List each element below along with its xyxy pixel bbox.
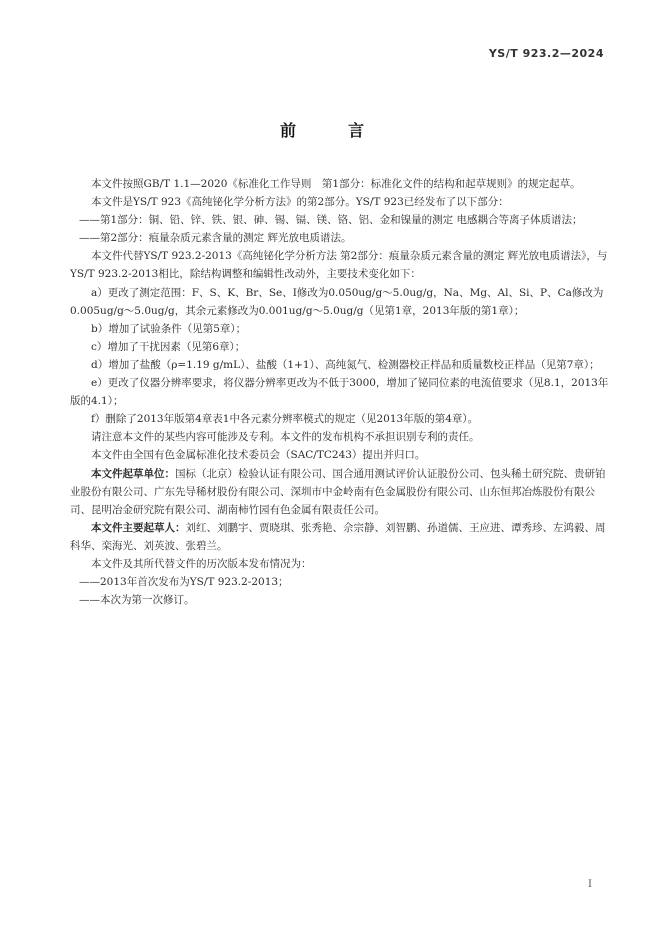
change-item-e: e）更改了仪器分辨率要求，将仪器分辨率更改为不低于3000，增加了铋同位素的电流值要求（见8.1，2013年版的4.1）； [70, 377, 609, 408]
paragraph-version-history: 本文件及其所代替文件的历次版本发布情况为： [91, 557, 312, 570]
page-title: 前 言 [279, 121, 382, 140]
paragraph-committee: 本文件由全国有色金属标准化技术委员会（SAC/TC243）提出并归口。 [91, 449, 426, 462]
drafters-label: 本文件主要起草人： [91, 521, 186, 534]
foreword-body [70, 175, 610, 609]
change-item-a: a）更改了测定范围：F、S、K、Br、Se、I修改为0.050ug/g～5.0ug/g，Na、Mg、Al、Si、P、Ca修改为0.005ug/g～5.0ug/g，其余元素修改为0.001ug/g～5.0ug/g（见第1章，2013年版的第1章）； [70, 286, 604, 317]
paragraph-replacement: 本文件代替YS/T 923.2-2013《高纯铋化学分析方法 第2部分：痕量杂质元素含量的测定 辉光放电质谱法》，与YS/T 923.2-2013相比，除结构调整和编辑性改动外，主要技术变化如下： [70, 250, 608, 281]
list-item-2013-release: ——2013年首次发布为YS/T 923.2-2013； [79, 576, 289, 589]
drafting-units-text: 国标（北京）检验认证有限公司、国合通用测试评价认证股份公司、包头稀土研究院、贵研铂业股份有限公司、广东先导稀材股份有限公司、深圳市中金岭南有色金属股份有限公司、山东恒邦冶炼股份有限公司、昆明冶金研究院有限公司、湖南柿竹园有色金属有限责任公司。 [70, 467, 606, 516]
paragraph-drafting-units [70, 465, 610, 519]
change-item-f: f）删除了2013年版第4章表1中各元素分辨率模式的规定（见2013年版的第4章）。 [91, 413, 479, 426]
page-number: I [588, 879, 592, 890]
paragraph-drafters [70, 519, 610, 555]
standard-code: YS/T 923.2—2024 [488, 47, 604, 60]
paragraph-drafting-rules: 本文件按照GB/T 1.1—2020《标准化工作导则 第1部分：标准化文件的结构和起草规则》的规定起草。 [91, 178, 581, 190]
drafting-units-label: 本文件起草单位： [91, 467, 175, 480]
list-item-first-revision: ——本次为第一次修订。 [79, 594, 195, 607]
change-item-b: b）增加了试验条件（见第5章）； [91, 322, 247, 335]
paragraph-patent-notice: 请注意本文件的某些内容可能涉及专利。本文件的发布机构不承担识别专利的责任。 [91, 431, 480, 444]
list-item-part2: ——第2部分：痕量杂质元素含量的测定 辉光放电质谱法。 [79, 232, 352, 245]
drafters-text: 刘红、刘鹏宇、贾晓琪、张秀艳、佘宗静、刘智鹏、孙道儒、王应进、谭秀珍、左鸿毅、周科华、栾海光、刘英波、张碧兰。 [70, 521, 606, 552]
list-item-part1: ——第1部分：铜、铅、锌、铁、银、砷、锡、镉、镁、铬、铝、金和镍量的测定 电感耦合等离子体质谱法； [79, 214, 583, 227]
change-item-d: d）增加了盐酸（ρ=1.19 g/mL）、盐酸（1+1）、高纯氮气、检测器校正样品和质量数校正样品（见第7章）； [91, 358, 600, 371]
paragraph-part-intro: 本文件是YS/T 923《高纯铋化学分析方法》的第2部分。YS/T 923已经发布了以下部分： [91, 196, 509, 209]
change-item-c: c）增加了干扰因素（见第6章）； [91, 340, 246, 353]
